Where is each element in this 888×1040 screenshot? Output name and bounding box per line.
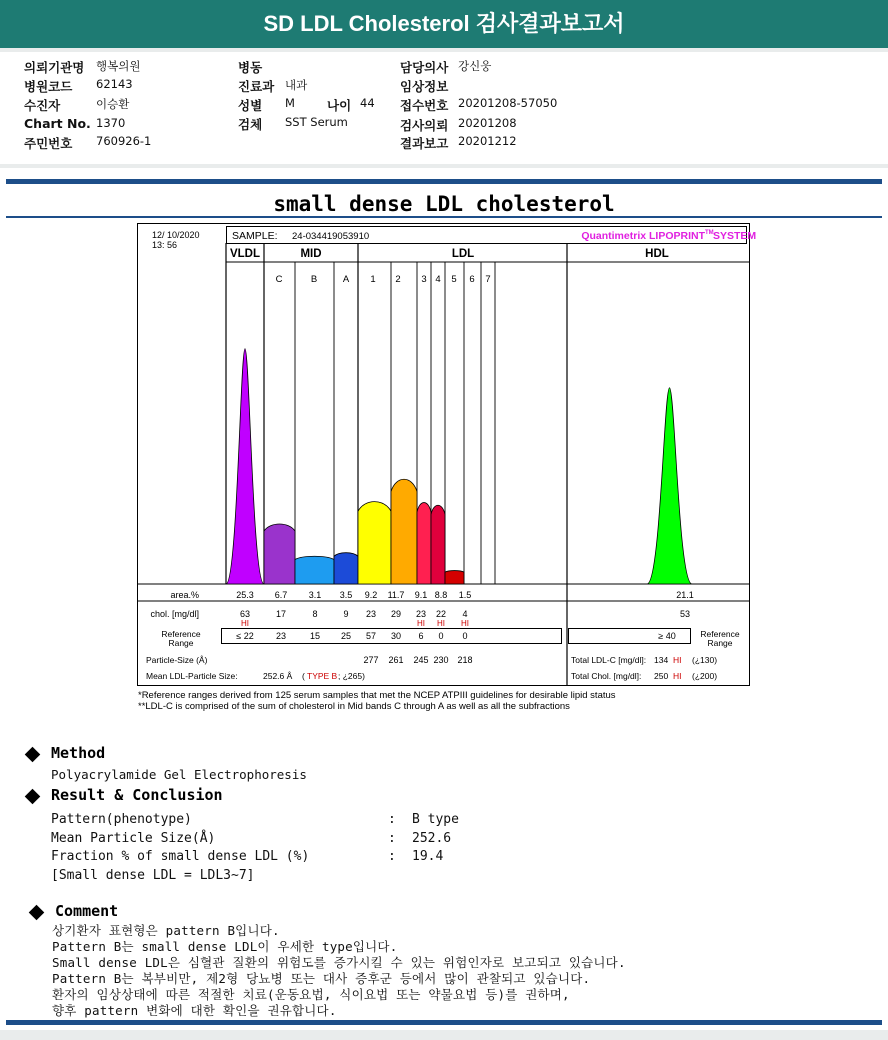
hdl-ref-label-2: Range: [707, 638, 733, 648]
chol-value: 9: [343, 609, 349, 619]
ward-label: 병동: [238, 60, 263, 75]
result-value-size: 252.6: [412, 831, 452, 846]
divider-top: [6, 179, 882, 184]
department-label: 진료과: [238, 79, 275, 94]
comment-line-3: Small dense LDL은 심혈관 질환의 위험도를 증가시킬 수 있는 위험인자로 보고되고 있습니다.: [52, 955, 626, 970]
chart-time: 13: 56: [152, 240, 178, 250]
hdl-ref-label: Reference: [700, 629, 740, 639]
chol-row-label: chol. [mg/dl]: [150, 609, 199, 619]
area-value: 11.7: [387, 590, 405, 600]
total-chol-label: Total Chol. [mg/dl]:: [571, 671, 642, 681]
report-date-value: 20201212: [458, 134, 517, 148]
hdl-ref-value: ≥ 40: [658, 631, 676, 641]
mean-size-value: 252.6 Å: [263, 671, 293, 681]
area-value: 21.1: [676, 590, 694, 600]
result-bullet-icon: [25, 789, 41, 805]
peak-c: [264, 524, 295, 584]
total-ldlc-flag: HI: [673, 655, 682, 665]
area-value: 25.3: [236, 590, 254, 600]
result-note: [Small dense LDL = LDL3~7]: [51, 868, 255, 883]
footnote-1: *Reference ranges derived from 125 serum samples that met the NCEP ATPIII guidelines for desirable lipid status: [138, 690, 616, 701]
age-label: 나이: [327, 98, 352, 113]
ref-value: ≤ 22: [236, 631, 254, 641]
ref-value: 23: [275, 631, 287, 641]
particle-size-label: Particle-Size (Å): [146, 655, 208, 665]
band-label-1: 1: [370, 274, 376, 285]
area-value: 3.1: [308, 590, 322, 600]
chart-no-value: 1370: [96, 116, 126, 130]
method-heading: Method: [51, 744, 106, 762]
report-title: SD LDL Cholesterol 검사결과보고서: [0, 0, 888, 48]
resident-no-value: 760926-1: [96, 134, 152, 148]
hospital-code-label: 병원코드: [24, 79, 73, 94]
band-label-c: C: [275, 274, 283, 285]
comment-line-5: 환자의 임상상태에 따른 적절한 치료(운동요법, 식이요법 또는 약물요법 등)를 권하며,: [52, 987, 570, 1002]
system-name: Quantimetrix LIPOPRINT: [581, 230, 705, 242]
patient-label: 수진자: [24, 98, 61, 113]
comment-bullet-icon: [29, 905, 45, 921]
comment-line-1: 상기환자 표현형은 pattern B입니다.: [52, 923, 280, 938]
chol-value: 29: [390, 609, 402, 619]
method-text: Polyacrylamide Gel Electrophoresis: [51, 767, 307, 782]
peak-3: [417, 503, 431, 584]
comment-line-2: Pattern B는 small dense LDL이 우세한 type입니다.: [52, 939, 398, 954]
group-label-mid: MID: [300, 248, 322, 260]
receipt-no-value: 20201208-57050: [458, 96, 558, 110]
ref-value: 57: [365, 631, 377, 641]
peak-1: [358, 502, 391, 584]
institution-label: 의뢰기관명: [24, 60, 85, 75]
peak-b: [295, 556, 334, 584]
band-label-b: B: [310, 274, 318, 285]
result-label-pattern: Pattern(phenotype): [51, 812, 192, 827]
comment-line-6: 향후 pattern 변화에 대한 확인을 권유합니다.: [52, 1003, 337, 1018]
comment-line-4: Pattern B는 복부비만, 제2형 당뇨병 또는 대사 증후군 등에서 많이 관찰되고 있습니다.: [52, 971, 591, 986]
chart-no-label: Chart No.: [24, 116, 91, 131]
chol-value: 23: [415, 609, 427, 619]
method-bullet-icon: [25, 747, 41, 763]
resident-no-label: 주민번호: [24, 136, 73, 151]
group-label-vldl: VLDL: [229, 248, 261, 260]
area-row-label: area.%: [170, 590, 199, 600]
chart-date: 12/ 10/2020: [152, 230, 200, 240]
total-chol-ref: (¿200): [692, 671, 718, 681]
result-value-fraction: 19.4: [412, 849, 444, 864]
ref-value: 15: [309, 631, 321, 641]
chol-value: 63: [239, 609, 251, 619]
band-label-4: 4: [435, 274, 441, 285]
particle-size-value: 245: [413, 655, 429, 665]
ref-value: 6: [418, 631, 424, 641]
peak-4: [431, 505, 445, 584]
result-label-fraction: Fraction % of small dense LDL (%): [51, 849, 310, 864]
particle-size-value: 218: [457, 655, 473, 665]
section-title: small dense LDL cholesterol: [273, 192, 615, 216]
comment-heading: Comment: [55, 902, 119, 920]
system-suffix: SYSTEM: [713, 230, 757, 242]
band-label-2: 2: [395, 274, 401, 285]
hospital-code-value: 62143: [96, 77, 133, 91]
chol-value: 22: [435, 609, 447, 619]
chol-value: 17: [275, 609, 287, 619]
ref-value: 30: [390, 631, 402, 641]
ref-value: 0: [438, 631, 444, 641]
chol-value: 4: [462, 609, 468, 619]
result-heading: Result & Conclusion: [51, 786, 223, 804]
patient-info-panel: [0, 52, 888, 164]
result-label-size: Mean Particle Size(Å): [51, 831, 216, 846]
group-label-hdl: HDL: [645, 248, 669, 260]
total-chol-value: 250: [654, 671, 669, 681]
ref-row-label-2: Range: [168, 638, 194, 648]
area-value: 9.2: [364, 590, 378, 600]
specimen-label: 검체: [238, 117, 263, 132]
total-ldlc-label: Total LDL-C [mg/dl]:: [571, 655, 647, 665]
result-value-pattern: B type: [412, 812, 459, 827]
peak-a: [334, 553, 358, 584]
area-value: 3.5: [339, 590, 353, 600]
doctor-label: 담당의사: [400, 60, 449, 75]
footnote-2: **LDL-C is comprised of the sum of cholesterol in Mid bands C through A as well as all the subfractions: [138, 701, 570, 712]
chol-flag: HI: [241, 619, 249, 628]
band-label-7: 7: [485, 274, 491, 285]
area-value: 1.5: [458, 590, 472, 600]
request-date-label: 검사의뢰: [400, 118, 449, 133]
total-chol-flag: HI: [673, 671, 682, 681]
divider-bottom: [6, 1020, 882, 1025]
institution-value: 행복의원: [96, 59, 141, 73]
result-sep-pattern: :: [388, 812, 396, 827]
particle-size-value: 277: [363, 655, 379, 665]
chol-flag: HI: [417, 619, 425, 628]
chol-value: 8: [312, 609, 318, 619]
specimen-value: SST Serum: [285, 115, 348, 129]
ref-value: 0: [462, 631, 468, 641]
chol-value: 53: [679, 609, 691, 619]
particle-size-value: 261: [388, 655, 404, 665]
band-label-6: 6: [469, 274, 475, 285]
sex-value: M: [285, 96, 295, 110]
report-sheet: [0, 168, 888, 1030]
band-label-a: A: [342, 274, 350, 285]
mean-size-label: Mean LDL-Particle Size:: [146, 671, 238, 681]
area-value: 6.7: [274, 590, 288, 600]
ref-row-label: Reference: [161, 629, 201, 639]
result-sep-size: :: [388, 831, 396, 846]
area-value: 9.1: [414, 590, 428, 600]
mean-size-open: (: [302, 671, 305, 681]
receipt-no-label: 접수번호: [400, 98, 449, 113]
lipoprint-chart: [137, 223, 757, 687]
peak-2: [391, 479, 417, 584]
total-ldlc-value: 134: [654, 655, 669, 665]
band-label-3: 3: [421, 274, 427, 285]
patient-name-value: 이승환: [96, 97, 130, 111]
ref-value: 25: [340, 631, 352, 641]
mean-size-type: TYPE B: [307, 671, 338, 681]
age-value: 44: [360, 96, 375, 110]
mean-size-ref: ; ¿265): [338, 671, 365, 681]
total-ldlc-ref: (¿130): [692, 655, 718, 665]
report-date-label: 결과보고: [400, 136, 449, 151]
clinical-info-label: 임상정보: [400, 79, 449, 94]
chol-flag: HI: [461, 619, 469, 628]
sample-id: 24-034419053910: [292, 231, 370, 242]
result-sep-fraction: :: [388, 849, 396, 864]
peak-5: [445, 571, 464, 584]
request-date-value: 20201208: [458, 116, 517, 130]
chol-flag: HI: [437, 619, 445, 628]
system-tm: TM: [705, 230, 714, 236]
sex-label: 성별: [238, 98, 263, 113]
area-value: 8.8: [434, 590, 448, 600]
group-label-ldl: LDL: [451, 248, 475, 260]
chol-value: 23: [365, 609, 377, 619]
doctor-value: 강신웅: [458, 59, 492, 73]
particle-size-value: 230: [433, 655, 449, 665]
band-label-5: 5: [451, 274, 457, 285]
department-value: 내과: [285, 78, 308, 92]
sample-label: SAMPLE:: [232, 230, 278, 242]
divider-title: [6, 216, 882, 218]
